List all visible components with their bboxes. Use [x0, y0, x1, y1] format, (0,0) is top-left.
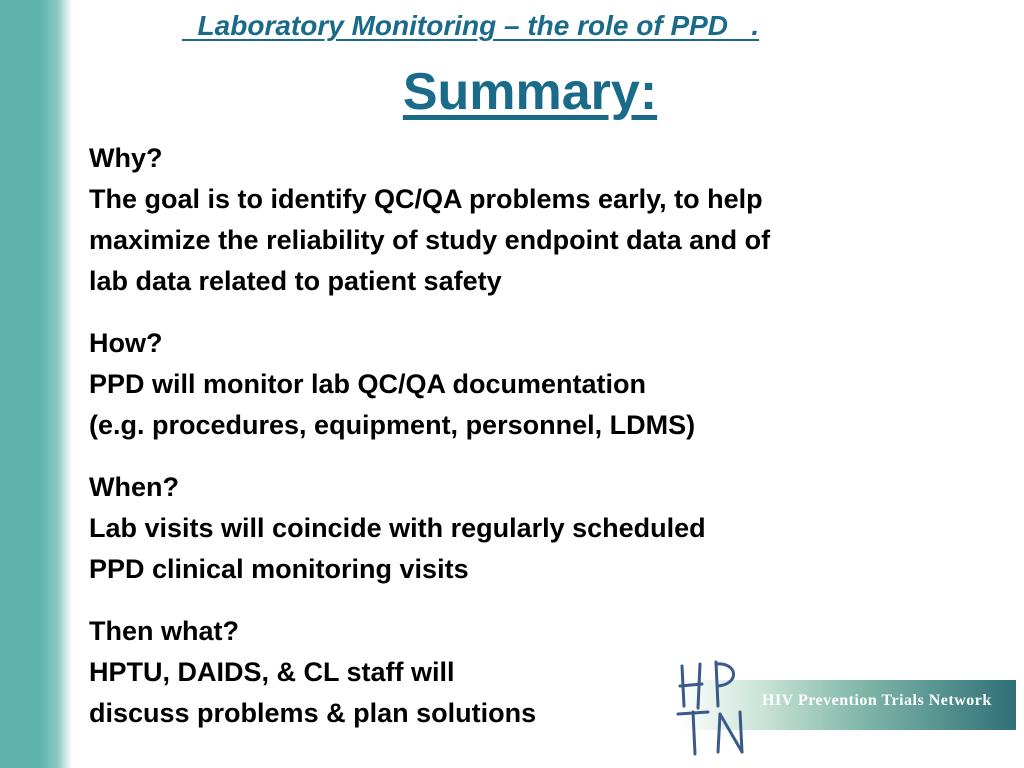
section-line: discuss problems & plan solutions: [89, 698, 537, 728]
section-when: [89, 467, 969, 590]
hptn-logo: [668, 656, 1018, 756]
section-heading: How?: [89, 328, 163, 358]
section-line: Lab visits will coincide with regularly scheduled: [89, 513, 706, 543]
section-how: [89, 323, 969, 446]
section-line: lab data related to patient safety: [89, 266, 502, 296]
section-line: PPD clinical monitoring visits: [89, 554, 469, 584]
hptn-logo-mark-icon: [668, 656, 758, 756]
section-why: [89, 138, 969, 302]
section-heading: Why?: [89, 143, 163, 173]
section-line: maximize the reliability of study endpoint data and of: [89, 225, 771, 255]
logo-text: HIV Prevention Trials Network: [762, 692, 992, 709]
slide-title: Summary:: [402, 63, 658, 121]
section-line: (e.g. procedures, equipment, personnel, LDMS): [89, 410, 696, 440]
section-line: HPTU, DAIDS, & CL staff will: [89, 657, 455, 687]
slide-subtitle: Laboratory Monitoring – the role of PPD .: [182, 10, 760, 41]
section-heading: Then what?: [89, 616, 239, 646]
section-line: The goal is to identify QC/QA problems early, to help: [89, 184, 763, 214]
section-line: PPD will monitor lab QC/QA documentation: [89, 369, 647, 399]
section-heading: When?: [89, 472, 179, 502]
